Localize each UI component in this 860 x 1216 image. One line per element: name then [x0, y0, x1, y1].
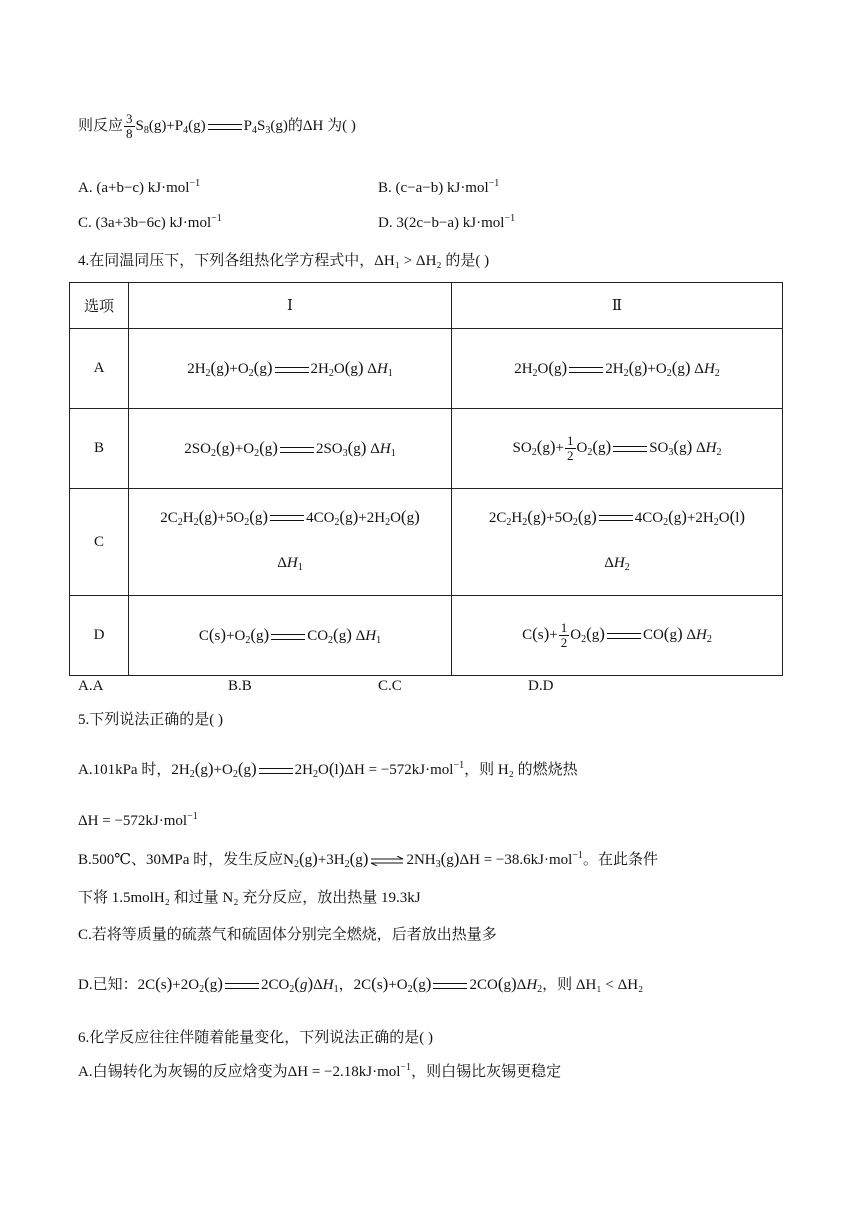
q4-choice-d: D.D: [528, 678, 554, 694]
q4-header-option: 选项: [70, 283, 129, 329]
q4-row-b-eq2: $SO_2(g)+$ $\frac{1}{2}$ $O_2(g)$ $SO_3(g)$ $\Delta H_2$: [452, 409, 783, 489]
q4-header-II: Ⅱ: [452, 283, 783, 329]
q4-choice-b: B.B: [228, 678, 252, 694]
q5-option-b: B.500℃、30MPa 时，发生反应$N_2(g)+3H_2(g) 2NH_3(g)\Delta H = -38.6kJ\cdot mol^{-1}$。在此条件: [78, 849, 658, 870]
q3-option-b: B. (c−a−b) kJ·mol$^{-1}$: [378, 178, 500, 196]
q4-row-b-eq1: $2SO_2(g)+O_2(g)$ $2SO_3(g)$ $\Delta H_1$: [129, 409, 452, 489]
q5-option-a: A.101kPa 时，$2H_2(g)+O_2(g) 2H_2O(l)\Delta H = -572kJ\cdot mol^{-1}$，则 H₂ 的燃烧热: [78, 759, 578, 780]
q5-stem: 5.下列说法正确的是( ): [78, 712, 223, 728]
q6-option-a: A.白锡转化为灰锡的反应焓变为ΔH = −2.18kJ·mol$^{-1}$，则白锡比灰锡更稳定: [78, 1062, 562, 1080]
q3-stem-suffix: 的ΔH 为( ): [287, 117, 356, 134]
q5-option-d: D.已知：$2C(s)+2O_2(g)$ $2CO_2(g)\Delta H_1$，$2C(s)+O_2(g)$ $2CO(g)\Delta H_2$，则 ΔH₁ < ΔH₂: [78, 974, 644, 995]
equilibrium-arrow-icon: [370, 856, 404, 866]
q4-row-c-eq2: $2C_2H_2(g)+5O_2(g)$ $4CO_2(g)+2H_2O(l)$ $\Delta H_2$: [452, 489, 783, 596]
q6-stem: 6.化学反应往往伴随着能量变化，下列说法正确的是( ): [78, 1030, 433, 1046]
q3-stem-prefix: 则反应: [78, 117, 124, 134]
q4-table: [69, 282, 783, 676]
q3-option-d: D. 3(2c−b−a) kJ·mol$^{-1}$: [378, 213, 516, 231]
q5-option-a-line2: ΔH = −572kJ·mol$^{-1}$: [78, 811, 198, 829]
q3-fraction: $\frac{3}{8}$: [126, 111, 133, 141]
q4-header-I: Ⅰ: [129, 283, 452, 329]
q3-stem: 则反应 $\frac{3}{8}$ $S_8(g)+P_4(g)$ $P_4S_3(g)$的ΔH 为( ): [78, 111, 356, 141]
q3-option-a: A. (a+b−c) kJ·mol$^{-1}$: [78, 178, 201, 196]
q5-option-b-line2: 下将 1.5molH₂ 和过量 N₂ 充分反应，放出热量 19.3kJ: [78, 890, 421, 906]
q4-row-a-label: A: [70, 329, 129, 409]
q5-option-c: C.若将等质量的硫蒸气和硫固体分别完全燃烧，后者放出热量多: [78, 927, 497, 943]
q4-row-d-eq1: $C(s)+O_2(g)$ $CO_2(g)$ $\Delta H_1$: [129, 596, 452, 676]
q4-row-d-eq2: C(s)+ $\frac{1}{2}$ $O_2(g)$ CO(g) $\Delta H_2$: [452, 596, 783, 676]
q4-row-c-eq1: $2C_2H_2(g)+5O_2(g)$ $4CO_2(g)+2H_2O(g)$ $\Delta H_1$: [129, 489, 452, 596]
q4-choice-c: C.C: [378, 678, 402, 694]
q4-row-b-label: B: [70, 409, 129, 489]
q4-choice-a: A.A: [78, 678, 104, 694]
q4-row-a-eq1: $2H_2(g)+O_2(g)$ $2H_2O(g)$ $\Delta H_1$: [129, 329, 452, 409]
q3-option-c: C. (3a+3b−6c) kJ·mol$^{-1}$: [78, 213, 222, 231]
q4-stem: 4.在同温同压下，下列各组热化学方程式中，ΔH₁ > ΔH₂ 的是( ): [78, 253, 490, 269]
q4-row-d-label: D: [70, 596, 129, 676]
q4-row-c-label: C: [70, 489, 129, 596]
q4-row-a-eq2: $2H_2O(g)$ $2H_2(g)+O_2(g)$ $\Delta H_2$: [452, 329, 783, 409]
